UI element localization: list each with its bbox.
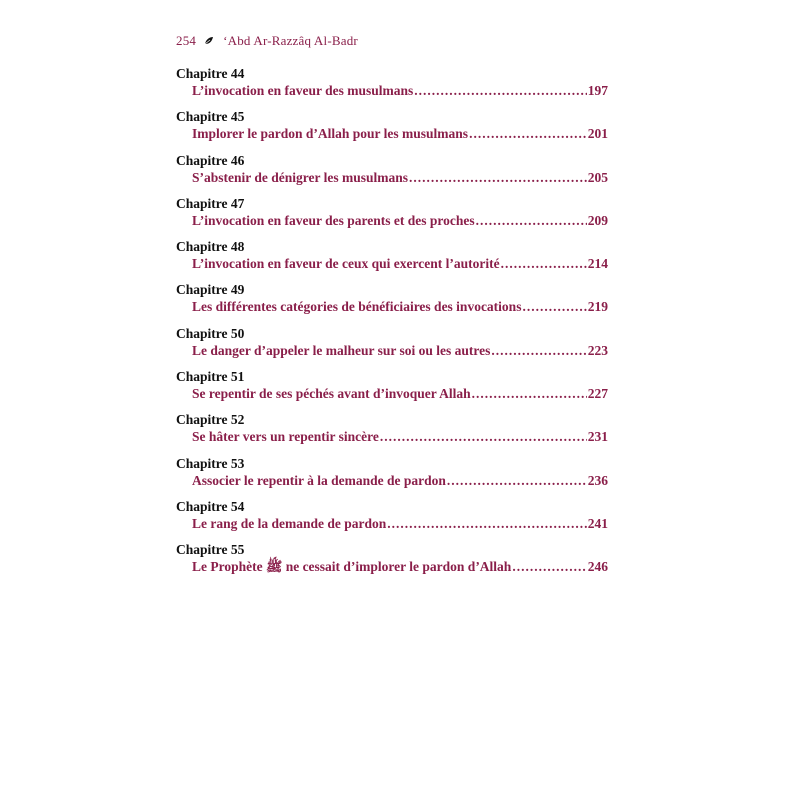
chapter-title: Associer le repentir à la demande de pardon (192, 472, 446, 488)
chapter-title: L’invocation en faveur des parents et des proches (192, 212, 475, 228)
table-of-contents (176, 66, 608, 586)
dot-leader (447, 472, 587, 489)
toc-line (192, 428, 608, 445)
dot-leader (501, 255, 587, 272)
toc-entry[interactable] (176, 153, 608, 196)
chapter-title: L’invocation en faveur de ceux qui exercent l’autorité (192, 256, 500, 272)
chapter-title: Implorer le pardon d’Allah pour les musulmans (192, 126, 469, 142)
chapter-page-number: 246 (587, 559, 608, 575)
chapter-label: Chapitre 54 (176, 498, 245, 514)
toc-entry[interactable] (176, 499, 608, 542)
chapter-page-number: 236 (587, 472, 608, 488)
dot-leader (409, 169, 587, 186)
toc-entry[interactable] (176, 196, 608, 239)
chapter-page-number: 214 (587, 256, 608, 272)
chapter-label: Chapitre 55 (176, 542, 245, 558)
chapter-label: Chapitre 49 (176, 282, 245, 298)
author-name: ‘Abd Ar-Razzâq Al-Badr (223, 33, 358, 48)
toc-line (192, 169, 608, 186)
chapter-title: Le Prophète ﷺ ne cessait d’implorer le pardon d’Allah (192, 559, 512, 575)
chapter-title: S’abstenir de dénigrer les musulmans (192, 169, 409, 185)
dot-leader (512, 558, 586, 575)
toc-line (192, 212, 608, 229)
dot-leader (522, 298, 586, 315)
page-number: 254 (176, 33, 197, 48)
dot-leader (469, 125, 587, 142)
toc-line (192, 472, 608, 489)
toc-line (192, 342, 608, 359)
chapter-label: Chapitre 48 (176, 239, 245, 255)
toc-line (192, 385, 608, 402)
toc-entry[interactable] (176, 456, 608, 499)
toc-entry[interactable] (176, 542, 608, 585)
toc-entry[interactable] (176, 326, 608, 369)
chapter-page-number: 223 (587, 342, 608, 358)
toc-line (192, 255, 608, 272)
toc-entry[interactable] (176, 109, 608, 152)
toc-entry[interactable] (176, 369, 608, 412)
toc-line (192, 82, 608, 99)
chapter-label: Chapitre 45 (176, 109, 245, 125)
chapter-page-number: 227 (587, 386, 608, 402)
dot-leader (380, 428, 587, 445)
chapter-page-number: 201 (587, 126, 608, 142)
toc-entry[interactable] (176, 239, 608, 282)
dot-leader (491, 342, 586, 359)
dot-leader (387, 515, 586, 532)
toc-line (192, 515, 608, 532)
chapter-label: Chapitre 53 (176, 455, 245, 471)
chapter-page-number: 205 (587, 169, 608, 185)
leaf-ornament-icon (204, 36, 214, 46)
chapter-page-number: 231 (587, 429, 608, 445)
chapter-page-number: 209 (587, 212, 608, 228)
dot-leader (414, 82, 586, 99)
chapter-title: L’invocation en faveur des musulmans (192, 83, 414, 98)
chapter-label: Chapitre 44 (176, 66, 245, 81)
chapter-title: Le rang de la demande de pardon (192, 515, 387, 531)
chapter-label: Chapitre 52 (176, 412, 245, 428)
running-header (176, 33, 358, 49)
chapter-title: Se repentir de ses péchés avant d’invoquer Allah (192, 386, 471, 402)
chapter-label: Chapitre 51 (176, 369, 245, 385)
chapter-page-number: 241 (587, 515, 608, 531)
dot-leader (472, 385, 587, 402)
chapter-label: Chapitre 47 (176, 195, 245, 211)
chapter-label: Chapitre 46 (176, 152, 245, 168)
chapter-label: Chapitre 50 (176, 325, 245, 341)
toc-line (192, 125, 608, 142)
chapter-page-number: 197 (587, 83, 608, 98)
chapter-page-number: 219 (587, 299, 608, 315)
chapter-title: Le danger d’appeler le malheur sur soi ou les autres (192, 342, 491, 358)
toc-entry[interactable] (176, 282, 608, 325)
toc-entry[interactable] (176, 412, 608, 455)
dot-leader (476, 212, 587, 229)
toc-line (192, 298, 608, 315)
toc-line (192, 558, 608, 575)
toc-entry[interactable] (176, 66, 608, 109)
chapter-title: Les différentes catégories de bénéficiaires des invocations (192, 299, 522, 315)
chapter-title: Se hâter vers un repentir sincère (192, 429, 379, 445)
